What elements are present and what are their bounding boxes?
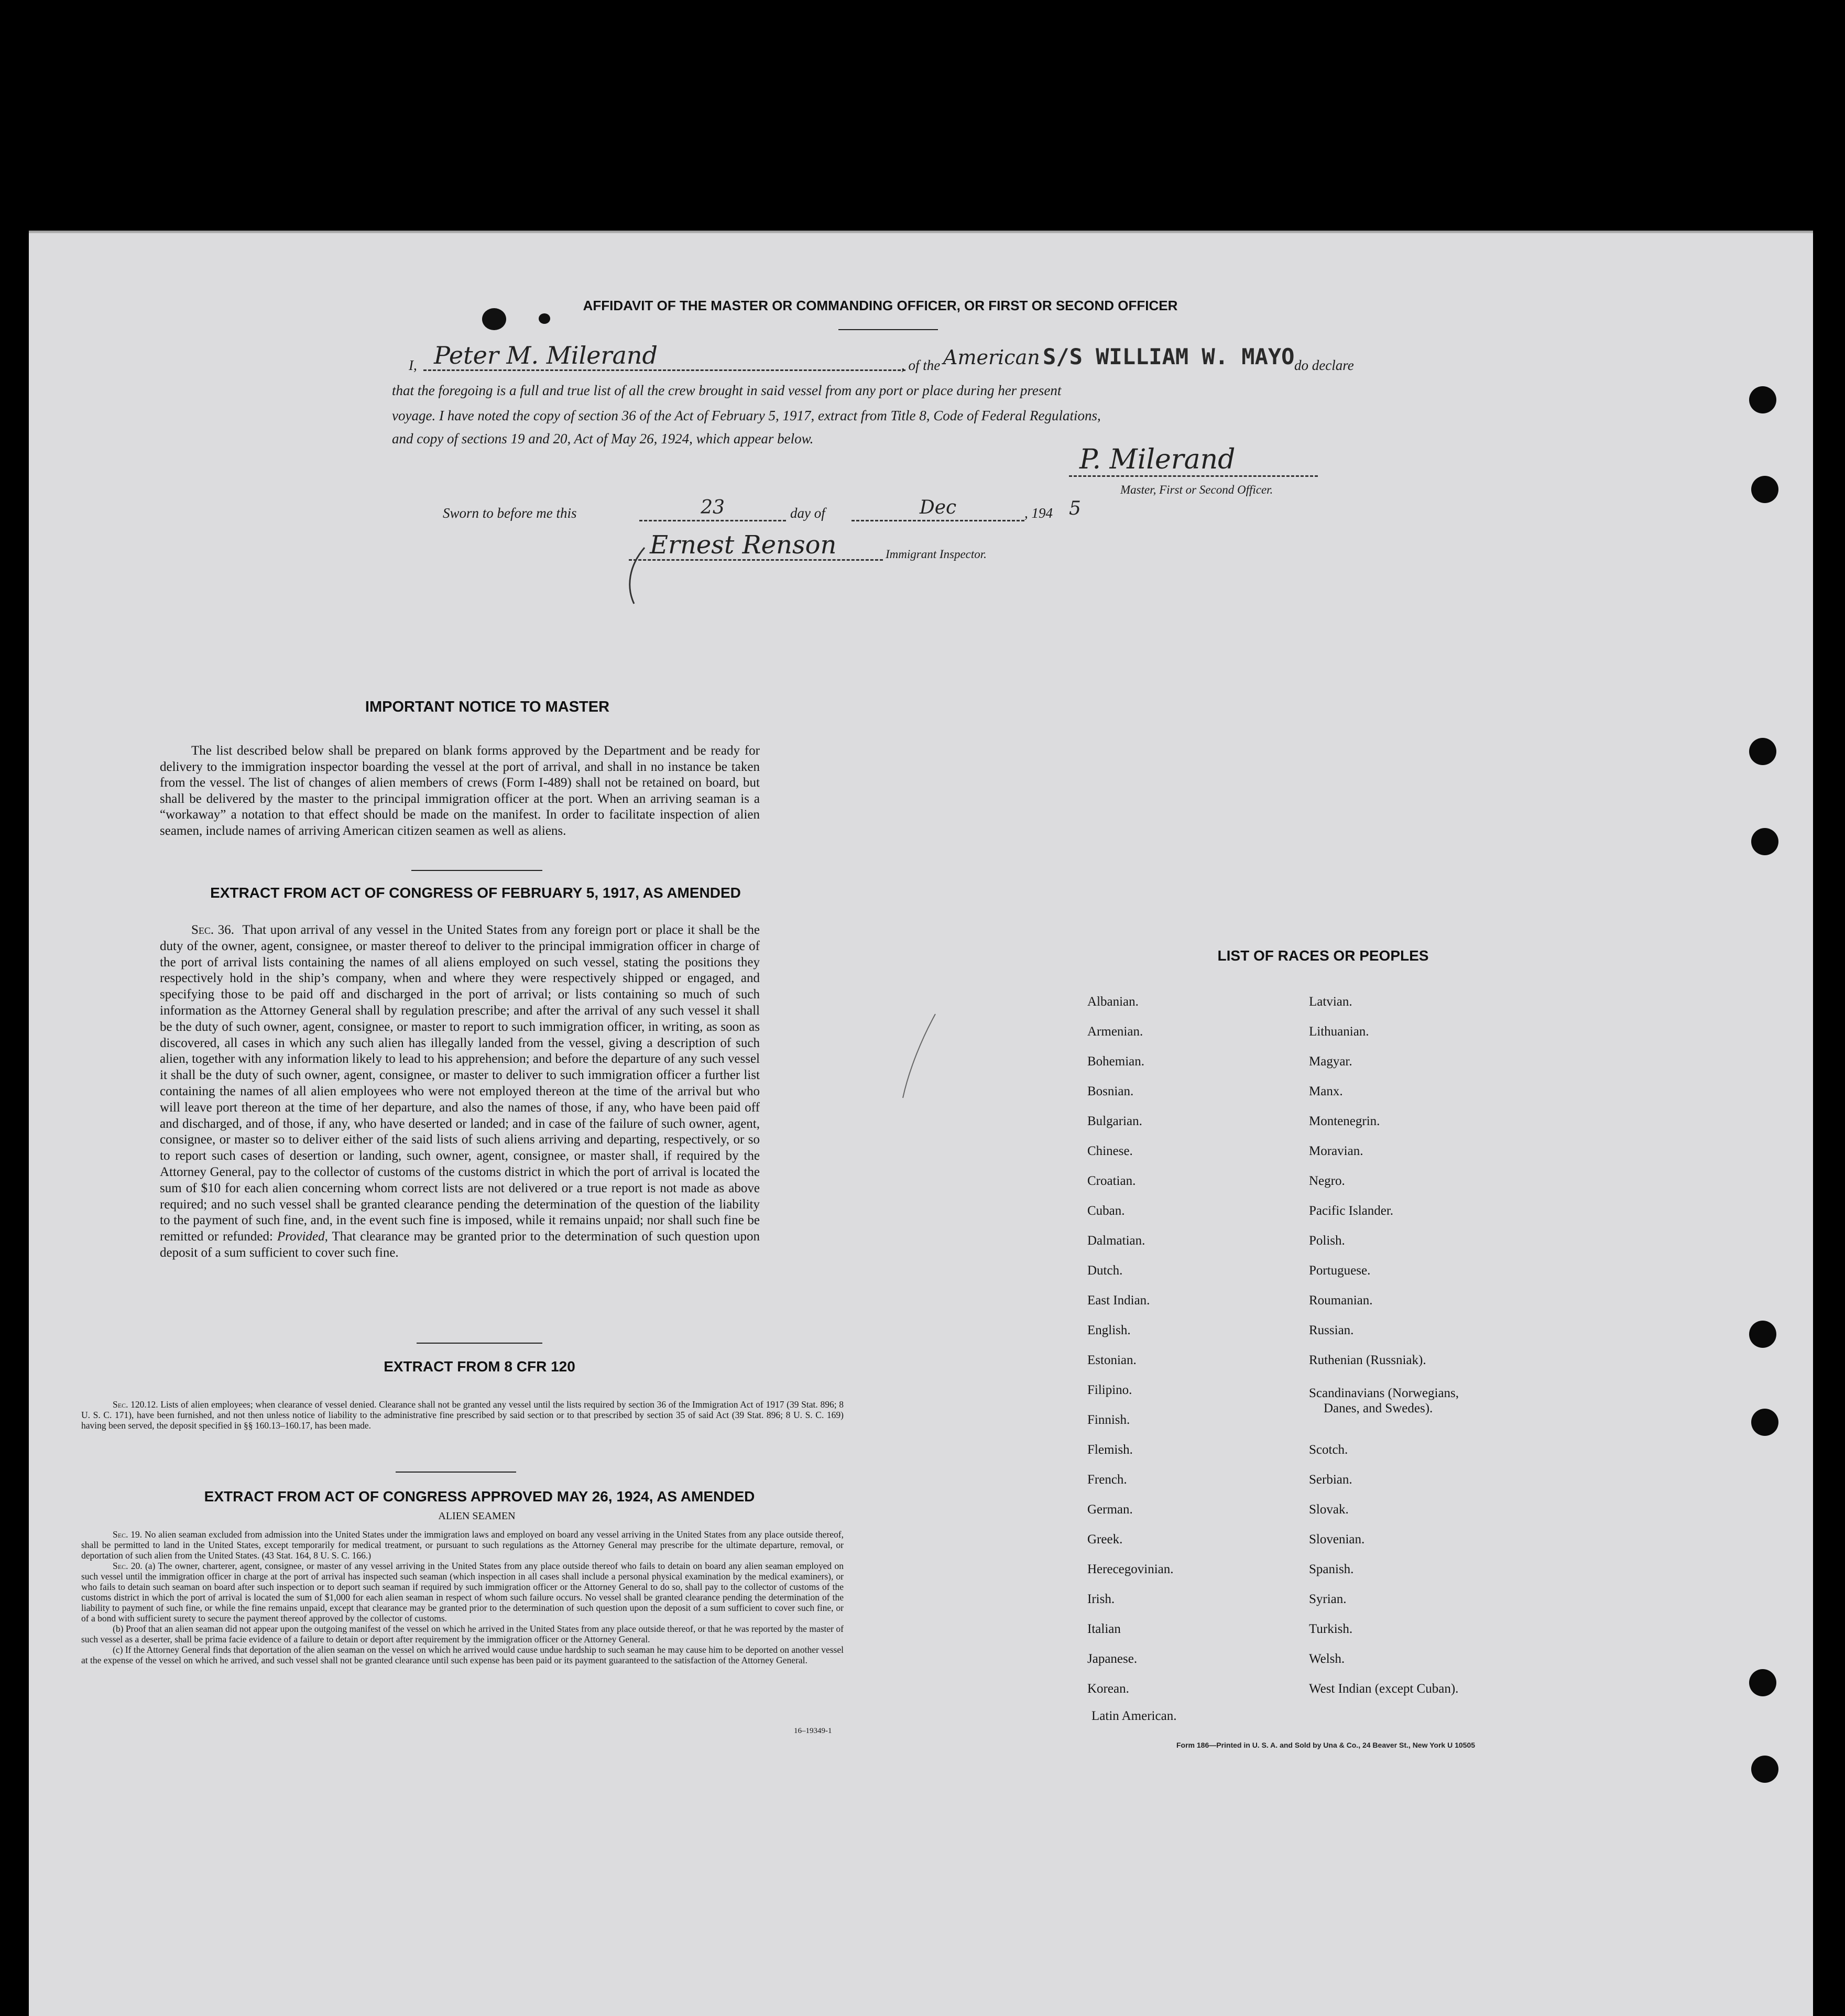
race-item: Croatian. bbox=[1087, 1174, 1136, 1188]
punch-hole bbox=[1749, 386, 1776, 413]
sec20c-paragraph: (c) If the Attorney General finds that deportation of the alien seaman on the vessel on which he arrived would cause undue hardship to such seaman he may cause him to be deported on another vessel at the expense of the vessel on which he arrived, and such vessel shall not be granted clearance until such expense has been paid or its payment guaranteed to the satisfaction of the Attorney General. bbox=[81, 1644, 844, 1665]
race-item: Finnish. bbox=[1087, 1413, 1130, 1427]
notice-rule bbox=[411, 870, 542, 871]
race-item: Spanish. bbox=[1309, 1562, 1354, 1576]
punch-hole bbox=[1751, 828, 1778, 855]
race-item: English. bbox=[1087, 1323, 1131, 1337]
race-item: Ruthenian (Russniak). bbox=[1309, 1353, 1426, 1367]
race-item: Latin American. bbox=[1091, 1709, 1177, 1723]
pencil-mark bbox=[899, 1011, 941, 1100]
race-item: Turkish. bbox=[1309, 1622, 1353, 1636]
race-item: Herecegovinian. bbox=[1087, 1562, 1174, 1576]
extract-1917-rule bbox=[417, 1343, 542, 1344]
race-item: Korean. bbox=[1087, 1682, 1129, 1696]
punch-hole bbox=[1749, 738, 1776, 765]
race-item: Slovak. bbox=[1309, 1502, 1349, 1517]
race-item: Moravian. bbox=[1309, 1144, 1363, 1158]
sec20a-paragraph bbox=[81, 1561, 844, 1623]
sec20-label: Sec. 20. bbox=[113, 1561, 143, 1571]
race-item: West Indian (except Cuban). bbox=[1309, 1682, 1459, 1696]
sworn-year-digit: 5 bbox=[1069, 498, 1081, 519]
race-item: Flemish. bbox=[1087, 1443, 1133, 1457]
affidavit-line1-prefix: I, bbox=[409, 357, 417, 373]
race-item: Lithuanian. bbox=[1309, 1025, 1369, 1039]
race-item: Montenegrin. bbox=[1309, 1114, 1380, 1128]
affidavit-of-the: , of the bbox=[901, 357, 941, 373]
race-item: Negro. bbox=[1309, 1174, 1345, 1188]
affidavit-declare: do declare bbox=[1294, 357, 1354, 373]
sworn-day: 23 bbox=[639, 496, 786, 521]
vessel-name-stamp: S/S WILLIAM W. MAYO bbox=[1043, 344, 1295, 369]
sworn-year-prefix: , 194 bbox=[1024, 505, 1053, 521]
punch-hole bbox=[1751, 476, 1778, 503]
extract-1924-text bbox=[81, 1529, 844, 1665]
race-item: East Indian. bbox=[1087, 1293, 1150, 1307]
sec19-label: Sec. 19. bbox=[113, 1529, 143, 1540]
extract-1917-body-end: That clearance may be granted prior to the determination of such question upon deposit of a sum sufficient to cover such fine. bbox=[160, 1229, 760, 1260]
sec19-paragraph bbox=[81, 1529, 844, 1561]
punch-hole bbox=[1749, 1669, 1776, 1696]
extract-cfr-title: EXTRACT FROM 8 CFR 120 bbox=[384, 1358, 575, 1375]
races-title: LIST OF RACES OR PEOPLES bbox=[1217, 947, 1429, 964]
extract-cfr-rule bbox=[396, 1472, 516, 1473]
race-item: Roumanian. bbox=[1309, 1293, 1373, 1307]
race-item: Portuguese. bbox=[1309, 1263, 1371, 1278]
race-item: Albanian. bbox=[1087, 995, 1139, 1009]
extract-1917-title: EXTRACT FROM ACT OF CONGRESS OF FEBRUARY 5, 1917, AS AMENDED bbox=[210, 885, 741, 901]
race-item: Japanese. bbox=[1087, 1652, 1138, 1666]
race-item: Pacific Islander. bbox=[1309, 1204, 1394, 1218]
race-item: Latvian. bbox=[1309, 995, 1352, 1009]
race-item: Scandinavians (Norwegians, bbox=[1309, 1386, 1459, 1400]
extract-1924-subtitle: ALIEN SEAMEN bbox=[438, 1510, 516, 1522]
notice-title: IMPORTANT NOTICE TO MASTER bbox=[365, 699, 610, 715]
race-item: Estonian. bbox=[1087, 1353, 1137, 1367]
sworn-prefix: Sworn to before me this bbox=[443, 505, 577, 521]
race-item: Dutch. bbox=[1087, 1263, 1123, 1278]
race-item: Bohemian. bbox=[1087, 1054, 1145, 1069]
race-item: Polish. bbox=[1309, 1234, 1345, 1248]
form-footer: Form 186—Printed in U. S. A. and Sold by Una & Co., 24 Beaver St., New York U 10505 bbox=[1176, 1741, 1476, 1749]
race-item: German. bbox=[1087, 1502, 1133, 1517]
affidavit-title: AFFIDAVIT OF THE MASTER OR COMMANDING OFFICER, OR FIRST OR SECOND OFFICER bbox=[583, 298, 1178, 313]
race-item: Filipino. bbox=[1087, 1383, 1132, 1397]
affidavit-line4: and copy of sections 19 and 20, Act of May 26, 1924, which appear below. bbox=[392, 431, 814, 446]
affidavit-line2: that the foregoing is a full and true list of all the crew brought in said vessel from any port or place during her present bbox=[392, 383, 1062, 398]
affidavit-line3: voyage. I have noted the copy of section 36 of the Act of February 5, 1917, extract from Title 8, Code of Federal Regulations, bbox=[392, 408, 1101, 423]
race-item: Dalmatian. bbox=[1087, 1234, 1145, 1248]
race-item: Slovenian. bbox=[1309, 1532, 1365, 1546]
race-item: Syrian. bbox=[1309, 1592, 1347, 1606]
signature-flourish bbox=[624, 545, 660, 608]
race-item: French. bbox=[1087, 1473, 1127, 1487]
race-item: Russian. bbox=[1309, 1323, 1354, 1337]
extract-1917-sec-label: Sec. 36. bbox=[191, 923, 235, 937]
race-item: Bulgarian. bbox=[1087, 1114, 1142, 1128]
race-item: Welsh. bbox=[1309, 1652, 1345, 1666]
race-item: Cuban. bbox=[1087, 1204, 1125, 1218]
extract-1917-text bbox=[160, 922, 760, 1261]
inspector-signature: Ernest Renson bbox=[629, 529, 883, 561]
nationality-field: American bbox=[943, 346, 1040, 369]
race-item: Bosnian. bbox=[1087, 1084, 1134, 1098]
title-rule bbox=[838, 329, 938, 330]
inspector-caption: Immigrant Inspector. bbox=[886, 548, 987, 561]
form-code: 16–19349-1 bbox=[794, 1727, 832, 1735]
extract-cfr-body: Lists of alien employees; when clearance of vessel denied. Clearance shall not be granted any vessel until the lists required by section 36 of the Immigration Act of 1917 (39 Stat. 896; 8 U. S. C. 171), have been furnished, and not then unless notice of liability to the administrative fine prescribed by said section or to that prescribed by section 35 of said Act (39 Stat. 896; 8 U. S. C. 169) having been served, the deposit specified in §§ 160.13–160.17, has been made. bbox=[81, 1399, 844, 1431]
sworn-day-of: day of bbox=[790, 505, 825, 521]
punch-hole bbox=[1751, 1756, 1778, 1783]
extract-1917-provided: Provided, bbox=[277, 1229, 328, 1244]
extract-1917-body: That upon arrival of any vessel in the United States from any foreign port or place it shall be the duty of the owner, agent, consignee, or master thereof to deliver to the principal immigration officer in charge of the port of arrival lists containing the names of all aliens employed on such vessel, stating the positions they respectively hold in the ship’s company, when and where they were respectively shipped or engaged, and specifying those to be paid off and discharged in the port of arrival; or lists containing so much of such information as the Attorney General shall by regulation prescribe; and after the arrival of any such vessel it shall be the duty of such owner, agent, consignee, or master to report to such immigration officer, in writing, as soon as discovered, all cases in which any such alien has illegally landed from the vessel, giving a description of such alien, together with any information likely to lead to his apprehension; and before the departure of any such vessel it shall be the duty of such owner, agent, consignee, or master to deliver to such immigration officer a further list containing the names of all alien employees who were not employed thereon at the time of the arrival but who will leave port thereon at the time of her departure, and also the names of those, if any, who have been paid off and discharged, and of those, if any, who have deserted or landed; and in case of the failure of such owner, agent, consignee, or master so to deliver either of the said lists of such aliens arriving and departing, respectively, or so to report such cases of desertion or landing, such owner, agent, consignee, or master shall, if required by the Attorney General, pay to the collector of customs of the customs district in which the port of arrival is located the sum of $10 for each alien concerning whom correct lists are not delivered or a true report is not made as above required; and no such vessel shall be granted clearance pending the determination of the question of the liability to the payment of such fine, and, in the event such fine is imposed, while it remains unpaid; nor shall such fine be remitted or refunded: bbox=[160, 923, 760, 1244]
sec20a-body: (a) The owner, charterer, agent, consignee, or master of any vessel arriving in the United States from any place outside thereof who fails to detain on board any alien seaman employed on such vessel until the immigration officer in charge at the port of arrival has inspected such seaman (which inspection in all cases shall include a personal physical examination by the medical examiners), or who fails to detain such seaman on board after such inspection or to deport such seaman if required by such immigration officer or the Attorney General to do so, shall pay to the collector of customs of the customs district in which the port of arrival is located the sum of $1,000 for each alien seaman in respect of whom such failure occurs. No vessel shall be granted clearance pending the determination of the liability to payment of such fine, or while the fine remains unpaid, except that clearance may be granted prior to the determination of such question upon the deposit of a sum sufficient to cover such fine, or of a bond with sufficient surety to secure the payment thereof approved by the collector of customs. bbox=[81, 1561, 844, 1623]
race-item: Armenian. bbox=[1087, 1025, 1143, 1039]
race-item: Scotch. bbox=[1309, 1443, 1348, 1457]
race-item: Serbian. bbox=[1309, 1473, 1352, 1487]
race-item: Italian bbox=[1087, 1622, 1121, 1636]
ink-blot bbox=[539, 313, 550, 324]
master-signature-caption: Master, First or Second Officer. bbox=[1120, 483, 1273, 496]
punch-hole bbox=[1751, 1409, 1778, 1436]
race-item: Magyar. bbox=[1309, 1054, 1352, 1069]
race-item: Manx. bbox=[1309, 1084, 1343, 1098]
sec19-body: No alien seaman excluded from admission into the United States under the immigration laws and employed on board any vessel arriving in the United States from any place outside thereof, shall be permitted to land in the United States, except temporarily for medical treatment, or pursuant to such regulations as the Attorney General may prescribe for the ultimate departure, removal, or deportation of such alien from the United States. (43 Stat. 164, 8 U. S. C. 166.) bbox=[81, 1529, 844, 1561]
master-signature: P. Milerand bbox=[1069, 443, 1318, 477]
race-item: Greek. bbox=[1087, 1532, 1123, 1546]
extract-1924-title: EXTRACT FROM ACT OF CONGRESS APPROVED MAY 26, 1924, AS AMENDED bbox=[204, 1488, 755, 1505]
punch-hole bbox=[1749, 1321, 1776, 1348]
extract-cfr-text bbox=[81, 1399, 844, 1431]
notice-text: The list described below shall be prepared on blank forms approved by the Department and be ready for delivery to the immigration inspector boarding the vessel at the port of arrival, and shall in no instance be taken from the vessel. The list of changes of alien members of crews (Form I-489) shall not be retained on board, but shall be delivered by the master to the principal immigration officer at the port. When an arriving seaman is a “workaway” a notation to that effect should be made on the manifest. In order to facilitate inspection of alien seamen, include names of arriving American citizen seamen as well as aliens. bbox=[160, 744, 760, 838]
race-item: Danes, and Swedes). bbox=[1324, 1401, 1433, 1415]
race-item: Irish. bbox=[1087, 1592, 1115, 1606]
sec20b-paragraph: (b) Proof that an alien seaman did not appear upon the outgoing manifest of the vessel on which he arrived in the United States from any place outside thereof, or that he was reported by the master of such vessel as a deserter, shall be prima facie evidence of a failure to detain or deport after requirement by the immigration officer or the Attorney General. bbox=[81, 1623, 844, 1644]
extract-cfr-sec-label: Sec. 120.12. bbox=[113, 1399, 158, 1410]
master-name-field: Peter M. Milerand bbox=[423, 340, 905, 371]
race-item: Chinese. bbox=[1087, 1144, 1133, 1158]
sworn-month: Dec bbox=[851, 496, 1024, 521]
